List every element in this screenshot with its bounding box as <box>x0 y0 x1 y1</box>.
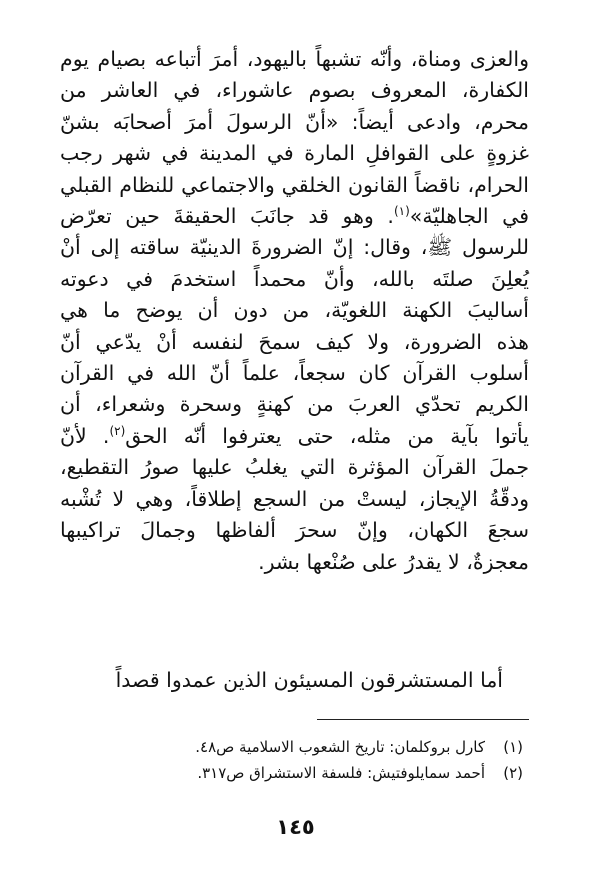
text-line: غزوةٍ على القوافلِ المارة في المدينة في شهر رجب <box>60 141 529 166</box>
second-paragraph: أما المستشرقون المسيئون الذين عمدوا قصداً <box>115 668 503 692</box>
text-line: الكفارة، المعروف بصوم عاشوراء، في العاشر من <box>60 78 529 103</box>
text-line: ودقّةُ الإيجاز، ليستْ من السجع إطلاقاً، وهي لا تُشْبه <box>60 486 529 511</box>
footnote-item <box>60 760 523 786</box>
footnote-item <box>60 734 523 760</box>
text-line: للرسول ﷺ، وقال: إنّ الضرورةَ الدينيّة ساقته إلى أنْ <box>60 235 529 260</box>
text-line: جملَ القرآن المؤثرة التي يغلبُ عليها صورُ التقطيع، <box>60 455 529 480</box>
text-segment: في الجاهليّة» <box>409 204 529 229</box>
text-line: سجعَ الكهان، وإنّ سحرَ ألفاظها وجمالَ تراكيبها <box>60 518 529 543</box>
footnote-number: (٢) <box>503 764 523 782</box>
text-line: يُعلِنَ صلتَه بالله، وأنّ محمداً استخدمَ في دعوته <box>60 266 529 291</box>
text-line: الحرام، ناقضاً القانون الخلقي والاجتماعي للنظام القبلي <box>60 172 529 197</box>
text-line: الكريم تحدّي العربَ من كهنةٍ وسحرة وشعراء، أن <box>60 392 529 417</box>
text-line: هذه الضرورة، ولا كيف سمحَ لنفسه أنْ يدّعي أنّ <box>60 329 529 354</box>
page-number: ١٤٥ <box>276 815 315 839</box>
text-line: محرم، وادعى أيضاً: «أنّ الرسولَ أمرَ أصحابَه بشنّ <box>60 109 529 134</box>
footnote-text: أحمد سمايلوفتيش: فلسفة الاستشراق ص٣١٧. <box>197 764 485 782</box>
footnote-reference[interactable]: (١) <box>393 204 410 219</box>
footnote-divider <box>317 719 529 720</box>
text-line: معجزةٌ، لا يقدرُ على صُنْعها بشر. <box>258 549 529 574</box>
footnote-reference[interactable]: (٢) <box>109 423 126 438</box>
text-line <box>60 201 529 232</box>
text-line: أسلوب القرآن كان سجعاً، علماً أنّ الله في القرآن <box>60 361 529 386</box>
text-segment: . وهو قد جانَبَ الحقيقةَ حين تعرّض <box>60 204 394 229</box>
footnote-text: كارل بروكلمان: تاريخ الشعوب الاسلامية ص٤٨. <box>195 738 485 756</box>
footnotes <box>60 734 523 786</box>
text-segment: يأتوا بآية من مثله، حتى يعترفوا أنّه الحق <box>125 423 529 448</box>
main-paragraph <box>60 44 529 578</box>
text-line: والعزى ومناة، وأنّه تشبهاً باليهود، أمرَ أتباعه بصيام يوم <box>60 47 529 71</box>
text-line <box>60 421 529 452</box>
text-line: أساليبَ الكهنة اللغويّة، من دون أن يوضح ما هي <box>60 298 529 323</box>
footnote-number: (١) <box>503 738 523 756</box>
text-segment: . لأنّ <box>60 423 110 448</box>
